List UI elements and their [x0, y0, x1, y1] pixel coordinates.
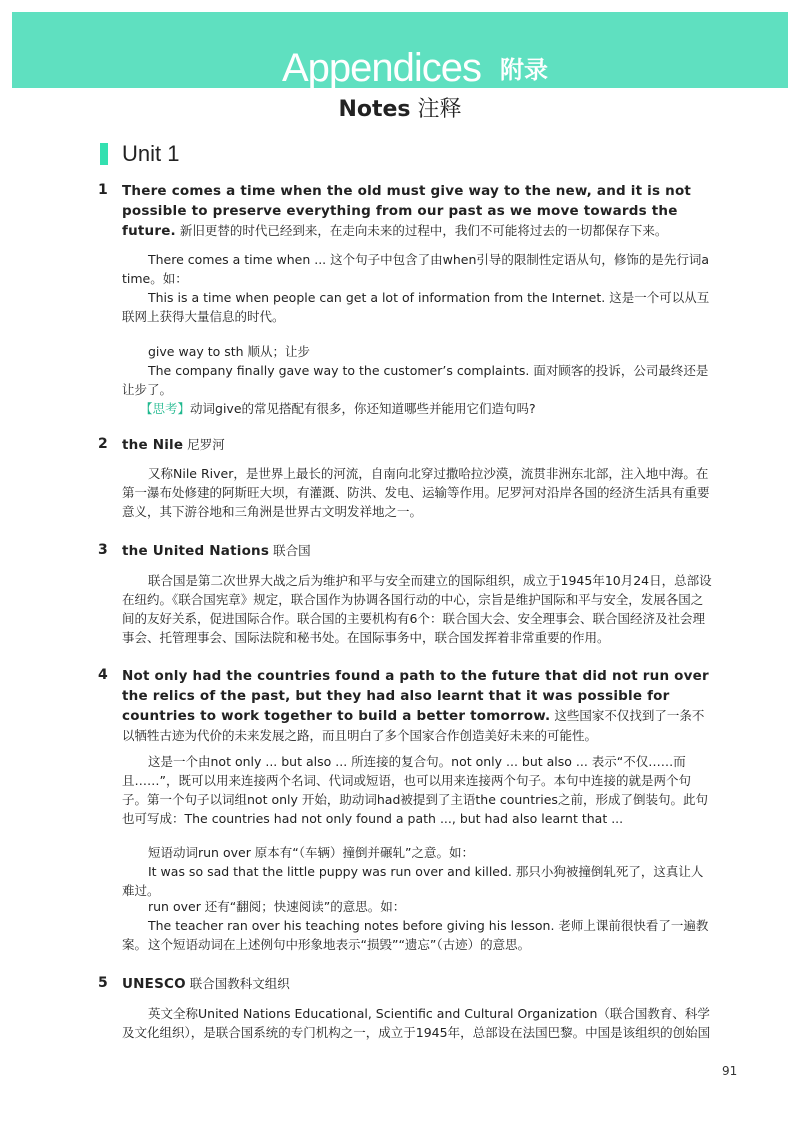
- note-4-translation: 这些国家不仅找到了一条不以牺牲古迹为代价的未来发展之路，而且明白了多个国家合作创造美好未来的可能性。: [122, 708, 705, 743]
- think-label: 【思考】: [140, 401, 191, 416]
- note-5-translation: 联合国教科文组织: [189, 976, 290, 991]
- heading-en: Notes: [338, 97, 411, 122]
- page-heading: [0, 96, 800, 124]
- note-3-term: the United Nations: [122, 543, 270, 559]
- note-5-term: UNESCO: [122, 976, 186, 992]
- page-number: 91: [722, 1064, 738, 1078]
- note-number-1: 1: [98, 182, 108, 198]
- note-number-3: 3: [98, 542, 108, 558]
- note-4-explanation: 这是一个由not only ... but also ... 所连接的复合句。not only ... but also ... 表示“不仅……而且……”，既可以用来连接两个名词、代词或短语，也可以用来连接两个句子。本句中连接的就是两个句子。第一个句子以词组not only 开始，助动词had被提到了主语the countries之前，形成了倒装句。此句也可写成：The countries had not only found a path ..., but had also learnt that ...: [122, 754, 708, 826]
- note-4-phrase-2: run over 还有“翻阅；快速阅读”的意思。如：: [148, 899, 406, 914]
- banner-title-cn: 附录: [500, 56, 548, 84]
- header-banner: [12, 12, 788, 88]
- note-1-heading: [122, 181, 712, 241]
- note-number-4: 4: [98, 667, 108, 683]
- note-number-5: 5: [98, 975, 108, 991]
- note-4-phrase-2-example: The teacher ran over his teaching notes before giving his lesson. 老师上课前很快看了一遍教案。: [122, 918, 709, 952]
- note-1-phrase-example: The company finally gave way to the customer’s complaints. 面对顾客的投诉，公司最终还是让步了。: [122, 363, 709, 397]
- unit-title: Unit 1: [122, 141, 180, 166]
- note-1-example: This is a time when people can get a lot of information from the Internet. 这是一个可以从互联网上获得大量信息的时代。: [122, 290, 710, 324]
- note-3-translation: 联合国: [273, 543, 311, 558]
- note-number-2: 2: [98, 436, 108, 452]
- note-4-phrase-example: It was so sad that the little puppy was run over and killed. 那只小狗被撞倒轧死了，这真让人难过。: [122, 864, 704, 898]
- note-4-summary: 这个短语动词在上述例句中形象地表示“损毁”“遗忘”（古迹）的意思。: [148, 937, 531, 952]
- think-question: 动词give的常见搭配有很多，你还知道哪些并能用它们造句吗?: [190, 401, 536, 416]
- note-4-sentence: Not only had the countries found a path to the future that did not run over the relics of the past, but they had also learnt that it was possible for countries to work together to build a better tomorrow.: [122, 668, 709, 724]
- note-2-explanation: 又称Nile River，是世界上最长的河流，自南向北穿过撒哈拉沙漠，流贯非洲东北部，注入地中海。在第一瀑布处修建的阿斯旺大坝，有灌溉、防洪、发电、运输等作用。尼罗河对沿岸各国的经济生活具有重要意义，其下游谷地和三角洲是世界古文明发祥地之一。: [122, 466, 710, 519]
- note-1-sentence: There comes a time when the old must give way to the new, and it is not possible to preserve everything from our past as we move towards the future.: [122, 183, 692, 239]
- note-1-phrase: give way to sth 顺从；让步: [148, 344, 311, 359]
- note-1-translation: 新旧更替的时代已经到来，在走向未来的过程中，我们不可能将过去的一切都保存下来。: [179, 223, 668, 238]
- note-1-explanation: There comes a time when ... 这个句子中包含了由when引导的限制性定语从句，修饰的是先行词a time。如：: [122, 252, 710, 286]
- note-4-phrase: 短语动词run over 原本有“（车辆）撞倒并碾轧”之意。如：: [148, 845, 475, 860]
- banner-title: Appendices: [282, 46, 482, 90]
- note-3-heading: [122, 541, 712, 561]
- note-4-heading: [122, 666, 712, 745]
- note-5-heading: [122, 974, 712, 994]
- note-2-term: the Nile: [122, 437, 184, 453]
- unit-marker: [100, 143, 108, 165]
- heading-cn: 注释: [410, 97, 462, 122]
- note-2-heading: [122, 435, 712, 455]
- note-3-explanation: 联合国是第二次世界大战之后为维护和平与安全而建立的国际组织，成立于1945年10月24日，总部设在纽约。《联合国宪章》规定，联合国作为协调各国行动的中心，宗旨是维护国际和平与安全，发展各国之间的友好关系，促进国际合作。联合国的主要机构有6个：联合国大会、安全理事会、联合国经济及社会理事会、托管理事会、国际法院和秘书处。在国际事务中，联合国发挥着非常重要的作用。: [122, 573, 712, 645]
- note-5-explanation: 英文全称United Nations Educational, Scientific and Cultural Organization（联合国教育、科学及文化组织），是联合国系统的专门机构之一，成立于1945年，总部设在法国巴黎。中国是该组织的创始国: [122, 1006, 711, 1040]
- note-1-think: [122, 399, 712, 418]
- note-2-translation: 尼罗河: [187, 437, 225, 452]
